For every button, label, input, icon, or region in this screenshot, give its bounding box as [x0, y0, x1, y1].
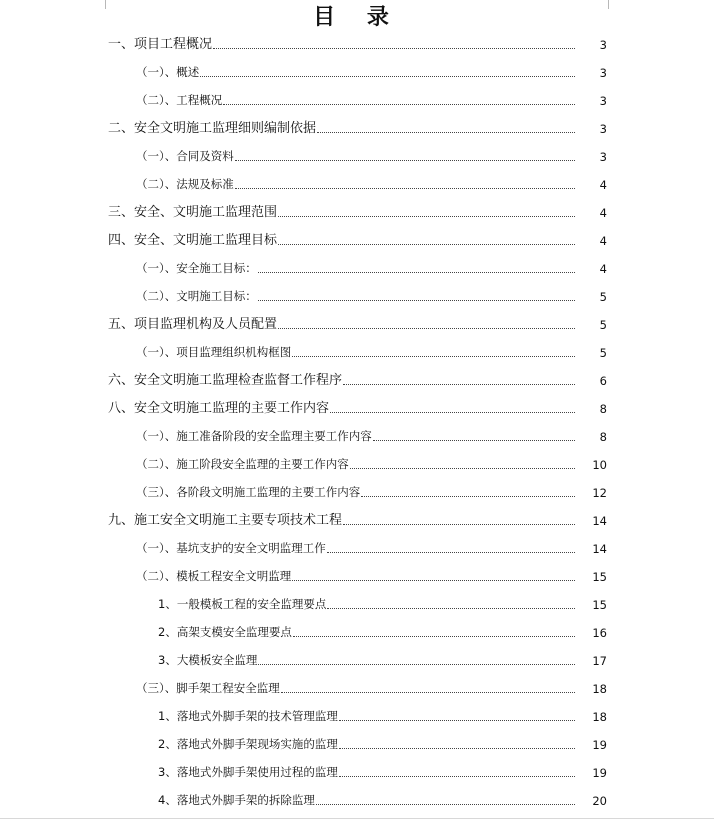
toc-dot-leader: [278, 328, 575, 329]
toc-dot-leader: [278, 216, 575, 217]
toc-dot-leader: [339, 720, 575, 721]
toc-dot-leader: [292, 580, 575, 581]
toc-dot-leader: [317, 132, 575, 133]
toc-entry-label: （二）、文明施工目标：: [136, 289, 257, 303]
toc-dot-leader: [213, 48, 575, 49]
toc-dot-leader: [235, 160, 575, 161]
toc-page-number: 18: [592, 682, 607, 696]
toc-entry[interactable]: [0, 758, 714, 786]
toc-page-number: 3: [599, 150, 607, 164]
toc-page-number: 20: [592, 794, 607, 808]
toc-entry-label: （一）、项目监理组织机构框图: [136, 345, 292, 359]
toc-dot-leader: [258, 300, 575, 301]
toc-dot-leader: [316, 804, 575, 805]
toc-entry-label: 三、安全、文明施工监理范围: [108, 205, 278, 220]
toc-entry-label: （三）、各阶段文明施工监理的主要工作内容: [136, 485, 361, 499]
toc-page-number: 4: [599, 178, 607, 192]
toc-dot-leader: [343, 524, 575, 525]
toc-dot-leader: [293, 636, 575, 637]
toc-page-number: 8: [599, 402, 607, 416]
toc-entry-label: （二）、施工阶段安全监理的主要工作内容: [136, 457, 349, 471]
toc-entry-label: （二）、工程概况: [136, 93, 223, 107]
toc-entry-label: （一）、安全施工目标：: [136, 261, 257, 275]
toc-entry-label: 六、安全文明施工监理检查监督工作程序: [108, 373, 343, 388]
toc-page-number: 4: [599, 262, 607, 276]
toc-entry-label: （一）、基坑支护的安全文明监理工作: [136, 541, 326, 555]
toc-dot-leader: [330, 412, 575, 413]
toc-entry[interactable]: [0, 590, 714, 618]
toc-dot-leader: [223, 104, 575, 105]
toc-page-number: 16: [592, 626, 607, 640]
toc-entry[interactable]: [0, 142, 714, 170]
toc-page-number: 3: [599, 66, 607, 80]
toc-entry[interactable]: [0, 254, 714, 282]
toc-page-number: 15: [592, 598, 607, 612]
toc-entry[interactable]: [0, 58, 714, 86]
toc-entry[interactable]: [0, 534, 714, 562]
toc-entry-label: 1、一般模板工程的安全监理要点: [158, 597, 327, 611]
toc-entry-label: 3、大模板安全监理: [158, 653, 258, 667]
toc-entry-label: 九、施工安全文明施工主要专项技术工程: [108, 513, 343, 528]
toc-page-number: 18: [592, 710, 607, 724]
toc-dot-leader: [292, 356, 575, 357]
toc-entry-label: 2、落地式外脚手架现场实施的监理: [158, 737, 338, 751]
toc-page-number: 3: [599, 94, 607, 108]
toc-entry[interactable]: [0, 366, 714, 394]
toc-page-number: 4: [599, 234, 607, 248]
toc-dot-leader: [235, 188, 575, 189]
toc-dot-leader: [281, 692, 575, 693]
toc-entry[interactable]: [0, 170, 714, 198]
toc-entry-label: 二、安全文明施工监理细则编制依据: [108, 121, 317, 136]
toc-page-number: 17: [592, 654, 607, 668]
toc-entry[interactable]: [0, 394, 714, 422]
toc-entry-label: 八、安全文明施工监理的主要工作内容: [108, 401, 330, 416]
toc-entry-label: （一）、施工准备阶段的安全监理主要工作内容: [136, 429, 372, 443]
toc-entry-label: （一）、概述: [136, 65, 200, 79]
toc-page-number: 6: [599, 374, 607, 388]
toc-dot-leader: [200, 76, 575, 77]
toc-entry-label: 2、高架支模安全监理要点: [158, 625, 292, 639]
toc-entry-label: 四、安全、文明施工监理目标: [108, 233, 278, 248]
toc-entry[interactable]: [0, 310, 714, 338]
toc-page-number: 15: [592, 570, 607, 584]
toc-entry[interactable]: [0, 30, 714, 58]
toc-entry-label: 3、落地式外脚手架使用过程的监理: [158, 765, 338, 779]
toc-entry-label: （一）、合同及资料: [136, 149, 234, 163]
toc-entry[interactable]: [0, 198, 714, 226]
toc-page-number: 14: [592, 542, 607, 556]
toc-dot-leader: [339, 748, 575, 749]
toc-page-number: 12: [592, 486, 607, 500]
toc-page-number: 5: [599, 290, 607, 304]
toc-entry[interactable]: [0, 282, 714, 310]
toc-entry[interactable]: [0, 506, 714, 534]
toc-page-number: 14: [592, 514, 607, 528]
toc-entry[interactable]: [0, 730, 714, 758]
toc-dot-leader: [361, 496, 575, 497]
toc-dot-leader: [350, 468, 575, 469]
table-of-contents: [0, 30, 714, 814]
toc-entry[interactable]: [0, 422, 714, 450]
toc-page-number: 4: [599, 206, 607, 220]
toc-entry-label: 五、项目监理机构及人员配置: [108, 317, 278, 332]
toc-entry-label: （二）、法规及标准: [136, 177, 234, 191]
toc-entry[interactable]: [0, 674, 714, 702]
toc-dot-leader: [327, 608, 575, 609]
toc-entry[interactable]: [0, 450, 714, 478]
toc-entry[interactable]: [0, 786, 714, 814]
toc-dot-leader: [343, 384, 575, 385]
toc-entry[interactable]: [0, 646, 714, 674]
toc-entry[interactable]: [0, 114, 714, 142]
toc-entry[interactable]: [0, 562, 714, 590]
toc-entry[interactable]: [0, 338, 714, 366]
toc-dot-leader: [258, 272, 575, 273]
toc-page-number: 5: [599, 318, 607, 332]
toc-page-number: 19: [592, 738, 607, 752]
toc-dot-leader: [278, 244, 575, 245]
toc-dot-leader: [327, 552, 575, 553]
toc-page-number: 5: [599, 346, 607, 360]
toc-entry[interactable]: [0, 86, 714, 114]
toc-entry[interactable]: [0, 618, 714, 646]
toc-dot-leader: [373, 440, 575, 441]
toc-page-number: 8: [599, 430, 607, 444]
page-title: 目 录: [313, 4, 401, 30]
toc-entry-label: 4、落地式外脚手架的拆除监理: [158, 793, 315, 807]
toc-entry[interactable]: [0, 478, 714, 506]
toc-page-number: 3: [599, 38, 607, 52]
toc-entry-label: 1、落地式外脚手架的技术管理监理: [158, 709, 338, 723]
toc-entry-label: （三）、脚手架工程安全监理: [136, 681, 280, 695]
toc-page-number: 3: [599, 122, 607, 136]
toc-dot-leader: [339, 776, 575, 777]
toc-entry[interactable]: [0, 702, 714, 730]
toc-entry-label: （二）、模板工程安全文明监理: [136, 569, 292, 583]
toc-entry-label: 一、项目工程概况: [108, 37, 213, 52]
toc-page-number: 10: [592, 458, 607, 472]
toc-page-number: 19: [592, 766, 607, 780]
toc-dot-leader: [258, 664, 575, 665]
page-bottom-rule: [0, 818, 714, 819]
toc-entry[interactable]: [0, 226, 714, 254]
